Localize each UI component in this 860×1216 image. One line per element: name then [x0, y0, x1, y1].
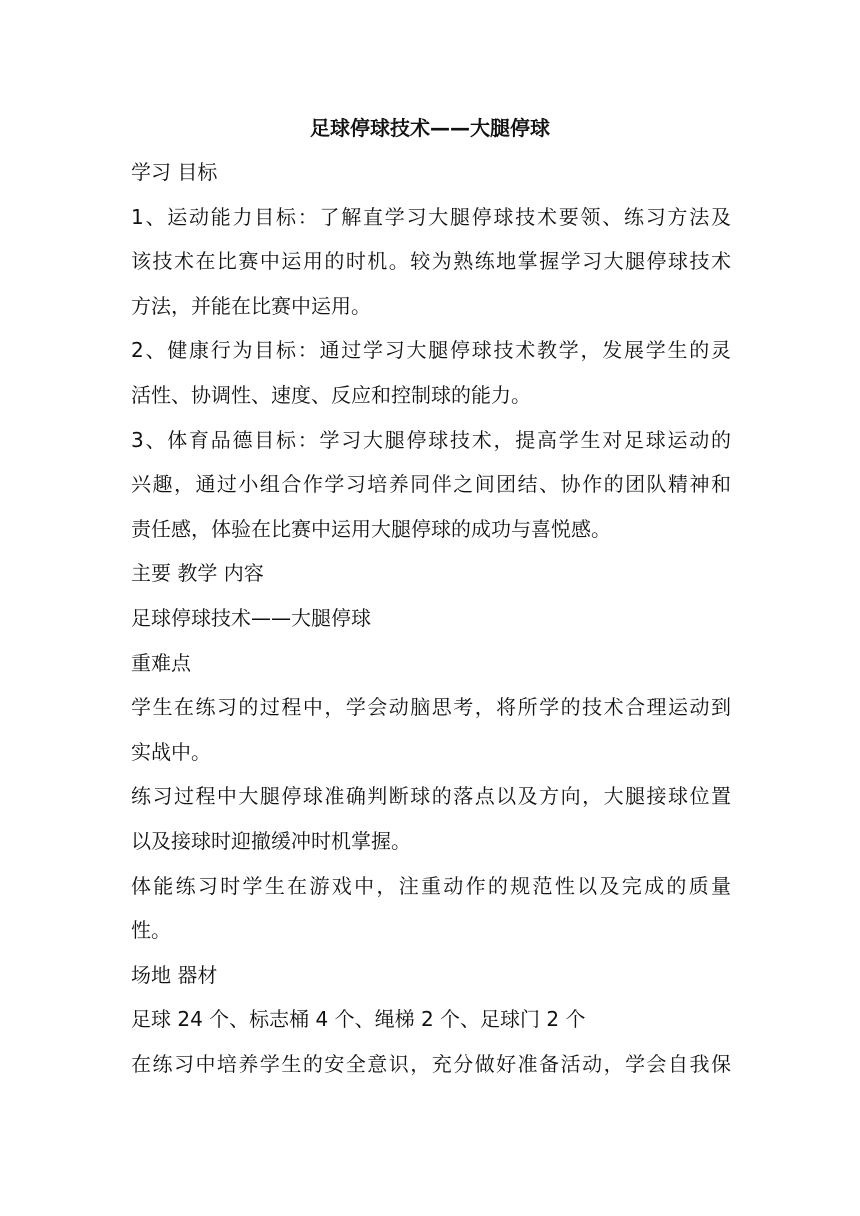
paragraph-line: 活性、协调性、速度、反应和控制球的能力。 [131, 382, 531, 407]
document-title: 足球停球技术——大腿停球 [310, 116, 550, 140]
paragraph-line: 性。 [131, 918, 171, 943]
section-heading-main-content: 主要 教学 内容 [131, 561, 264, 586]
paragraph-line: 在练习中培养学生的安全意识，充分做好准备活动，学会自我保 [131, 1051, 731, 1076]
paragraph-line: 学生在练习的过程中，学会动脑思考，将所学的技术合理运动到 [131, 695, 731, 720]
paragraph-line: 足球 24 个、标志桶 4 个、绳梯 2 个、足球门 2 个 [131, 1007, 586, 1032]
paragraph-line: 兴趣，通过小组合作学习培养同伴之间团结、协作的团队精神和 [131, 472, 731, 497]
paragraph-line: 该技术在比赛中运用的时机。较为熟练地掌握学习大腿停球技术 [131, 249, 731, 274]
section-heading-venue-equipment: 场地 器材 [131, 962, 218, 987]
paragraph-line: 1、运动能力目标：了解直学习大腿停球技术要领、练习方法及 [131, 204, 731, 229]
paragraph-line: 练习过程中大腿停球准确判断球的落点以及方向，大腿接球位置 [131, 784, 731, 809]
paragraph-line: 2、健康行为目标：通过学习大腿停球技术教学，发展学生的灵 [131, 338, 731, 363]
paragraph-line: 责任感，体验在比赛中运用大腿停球的成功与喜悦感。 [131, 516, 611, 541]
section-heading-learning-goals: 学习 目标 [131, 160, 218, 184]
paragraph-line: 实战中。 [131, 739, 211, 764]
document-body [131, 150, 731, 1086]
paragraph-line: 3、体育品德目标：学习大腿停球技术，提高学生对足球运动的 [131, 427, 731, 452]
paragraph-line: 体能练习时学生在游戏中，注重动作的规范性以及完成的质量 [131, 873, 731, 898]
paragraph-line: 方法，并能在比赛中运用。 [131, 293, 371, 318]
section-heading-key-points: 重难点 [131, 650, 191, 675]
paragraph-line: 足球停球技术——大腿停球 [131, 605, 371, 630]
paragraph-line: 以及接球时迎撤缓冲时机掌握。 [131, 828, 411, 853]
